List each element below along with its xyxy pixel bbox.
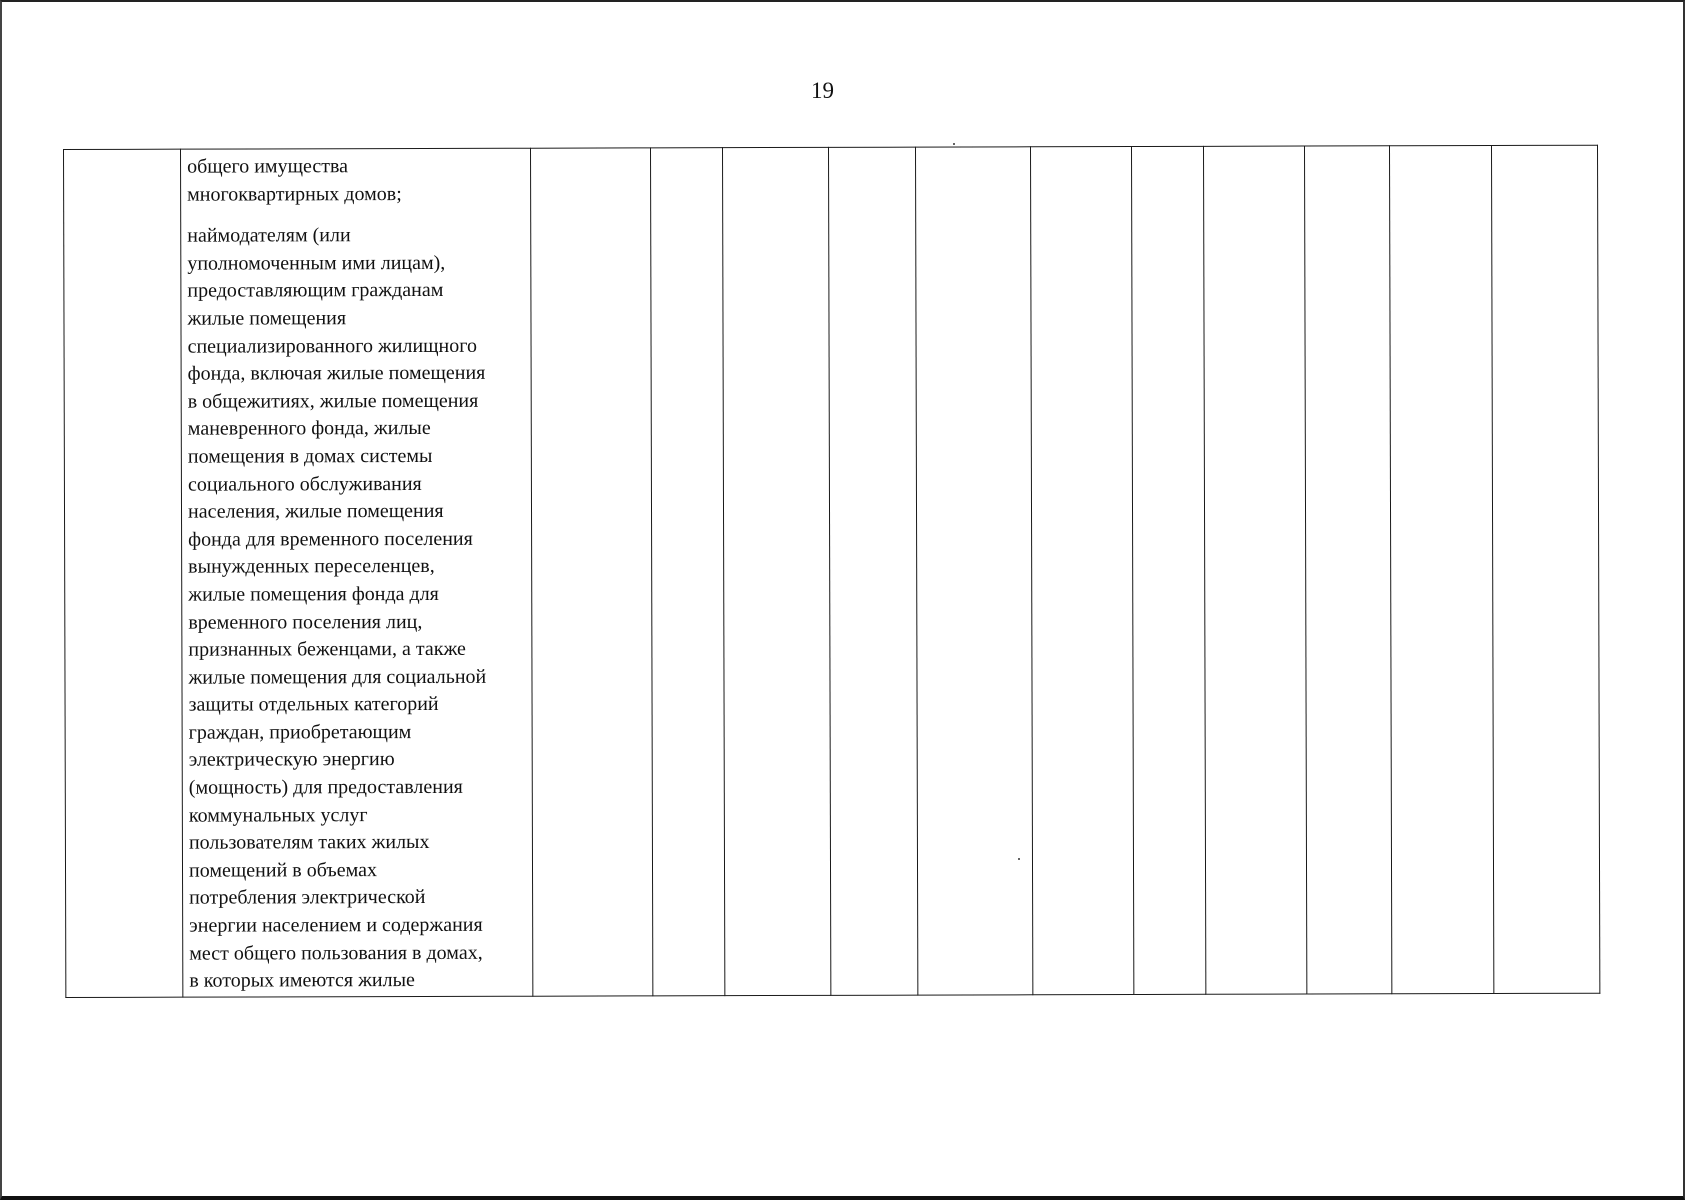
value-cell <box>722 147 830 995</box>
value-cell <box>828 147 917 995</box>
value-cell <box>915 147 1032 995</box>
value-cell <box>1030 147 1133 995</box>
table-row <box>64 145 1600 997</box>
description-cell <box>181 148 533 997</box>
value-cell <box>650 148 724 996</box>
value-cell <box>1304 146 1391 994</box>
value-cell <box>1131 146 1205 994</box>
value-cell <box>1389 146 1493 994</box>
paragraph-landlords: наймодателям (или уполномоченным ими лицам), предоставляющим гражданам жилые помещения специализированного жилищного фонда, включая жилые помещения в общежитиях, жилые помещения маневренного фонда, жилые помещения в домах системы социального обслуживания населения, жилые помещения фонда для временного поселения вынужденных переселенцев, жилые помещения фонда для временного поселения лиц, признанных беженцами, а также жилые помещения для социальной защиты отдельных категорий граждан, приобретающим электрическую энергию (мощность) для предоставления коммунальных услуг пользователям таких жилых помещений в объемах потребления электрической энергии населением и содержания мест общего пользования в домах, в которых имеются жилые <box>187 224 487 992</box>
value-cell <box>1491 145 1599 993</box>
scan-speck <box>953 143 955 145</box>
data-table <box>63 145 1600 998</box>
paragraph-common-property: общего имущества многоквартирных домов; <box>187 155 402 206</box>
scan-speck <box>1018 858 1020 860</box>
page-number: 19 <box>811 78 834 103</box>
number-cell <box>64 149 183 997</box>
value-cell <box>530 148 652 996</box>
value-cell <box>1203 146 1306 994</box>
